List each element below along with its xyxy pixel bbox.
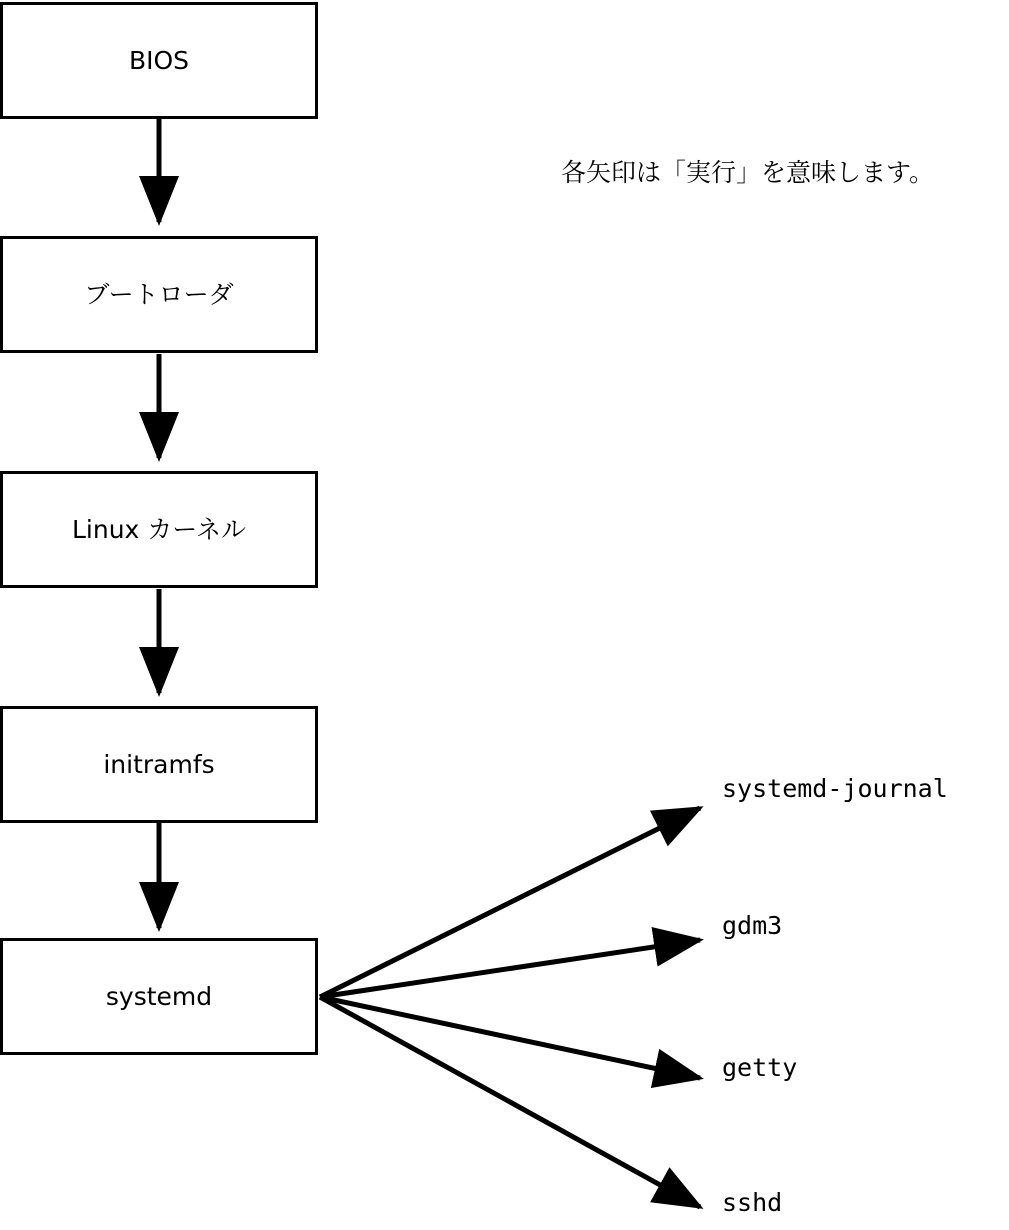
leaf-getty xyxy=(722,1055,797,1080)
leaf-sshd xyxy=(722,1190,782,1215)
leaf-getty-label: getty xyxy=(722,1053,798,1082)
node-bootloader-label: ブートローダ xyxy=(84,279,234,309)
leaf-systemd-journal xyxy=(722,776,948,801)
diagram-note xyxy=(561,160,934,185)
node-initramfs-label: initramfs xyxy=(103,749,215,779)
node-initramfs xyxy=(0,706,318,823)
arrow-systemd-to-sshd xyxy=(320,997,700,1207)
leaf-gdm3 xyxy=(722,913,782,938)
leaf-systemd-journal-label: systemd-journal xyxy=(722,774,948,803)
arrow-systemd-to-getty xyxy=(320,997,700,1078)
node-bootloader xyxy=(0,236,318,353)
node-linux-kernel xyxy=(0,471,318,588)
leaf-sshd-label: sshd xyxy=(722,1188,783,1217)
leaf-gdm3-label: gdm3 xyxy=(722,911,783,940)
node-bios xyxy=(0,2,318,119)
node-linux-kernel-label: Linux カーネル xyxy=(71,514,247,544)
diagram-note-text: 各矢印は「実行」を意味します。 xyxy=(561,158,935,187)
node-systemd-label: systemd xyxy=(105,981,213,1011)
node-bios-label: BIOS xyxy=(128,45,190,75)
node-systemd xyxy=(0,938,318,1055)
